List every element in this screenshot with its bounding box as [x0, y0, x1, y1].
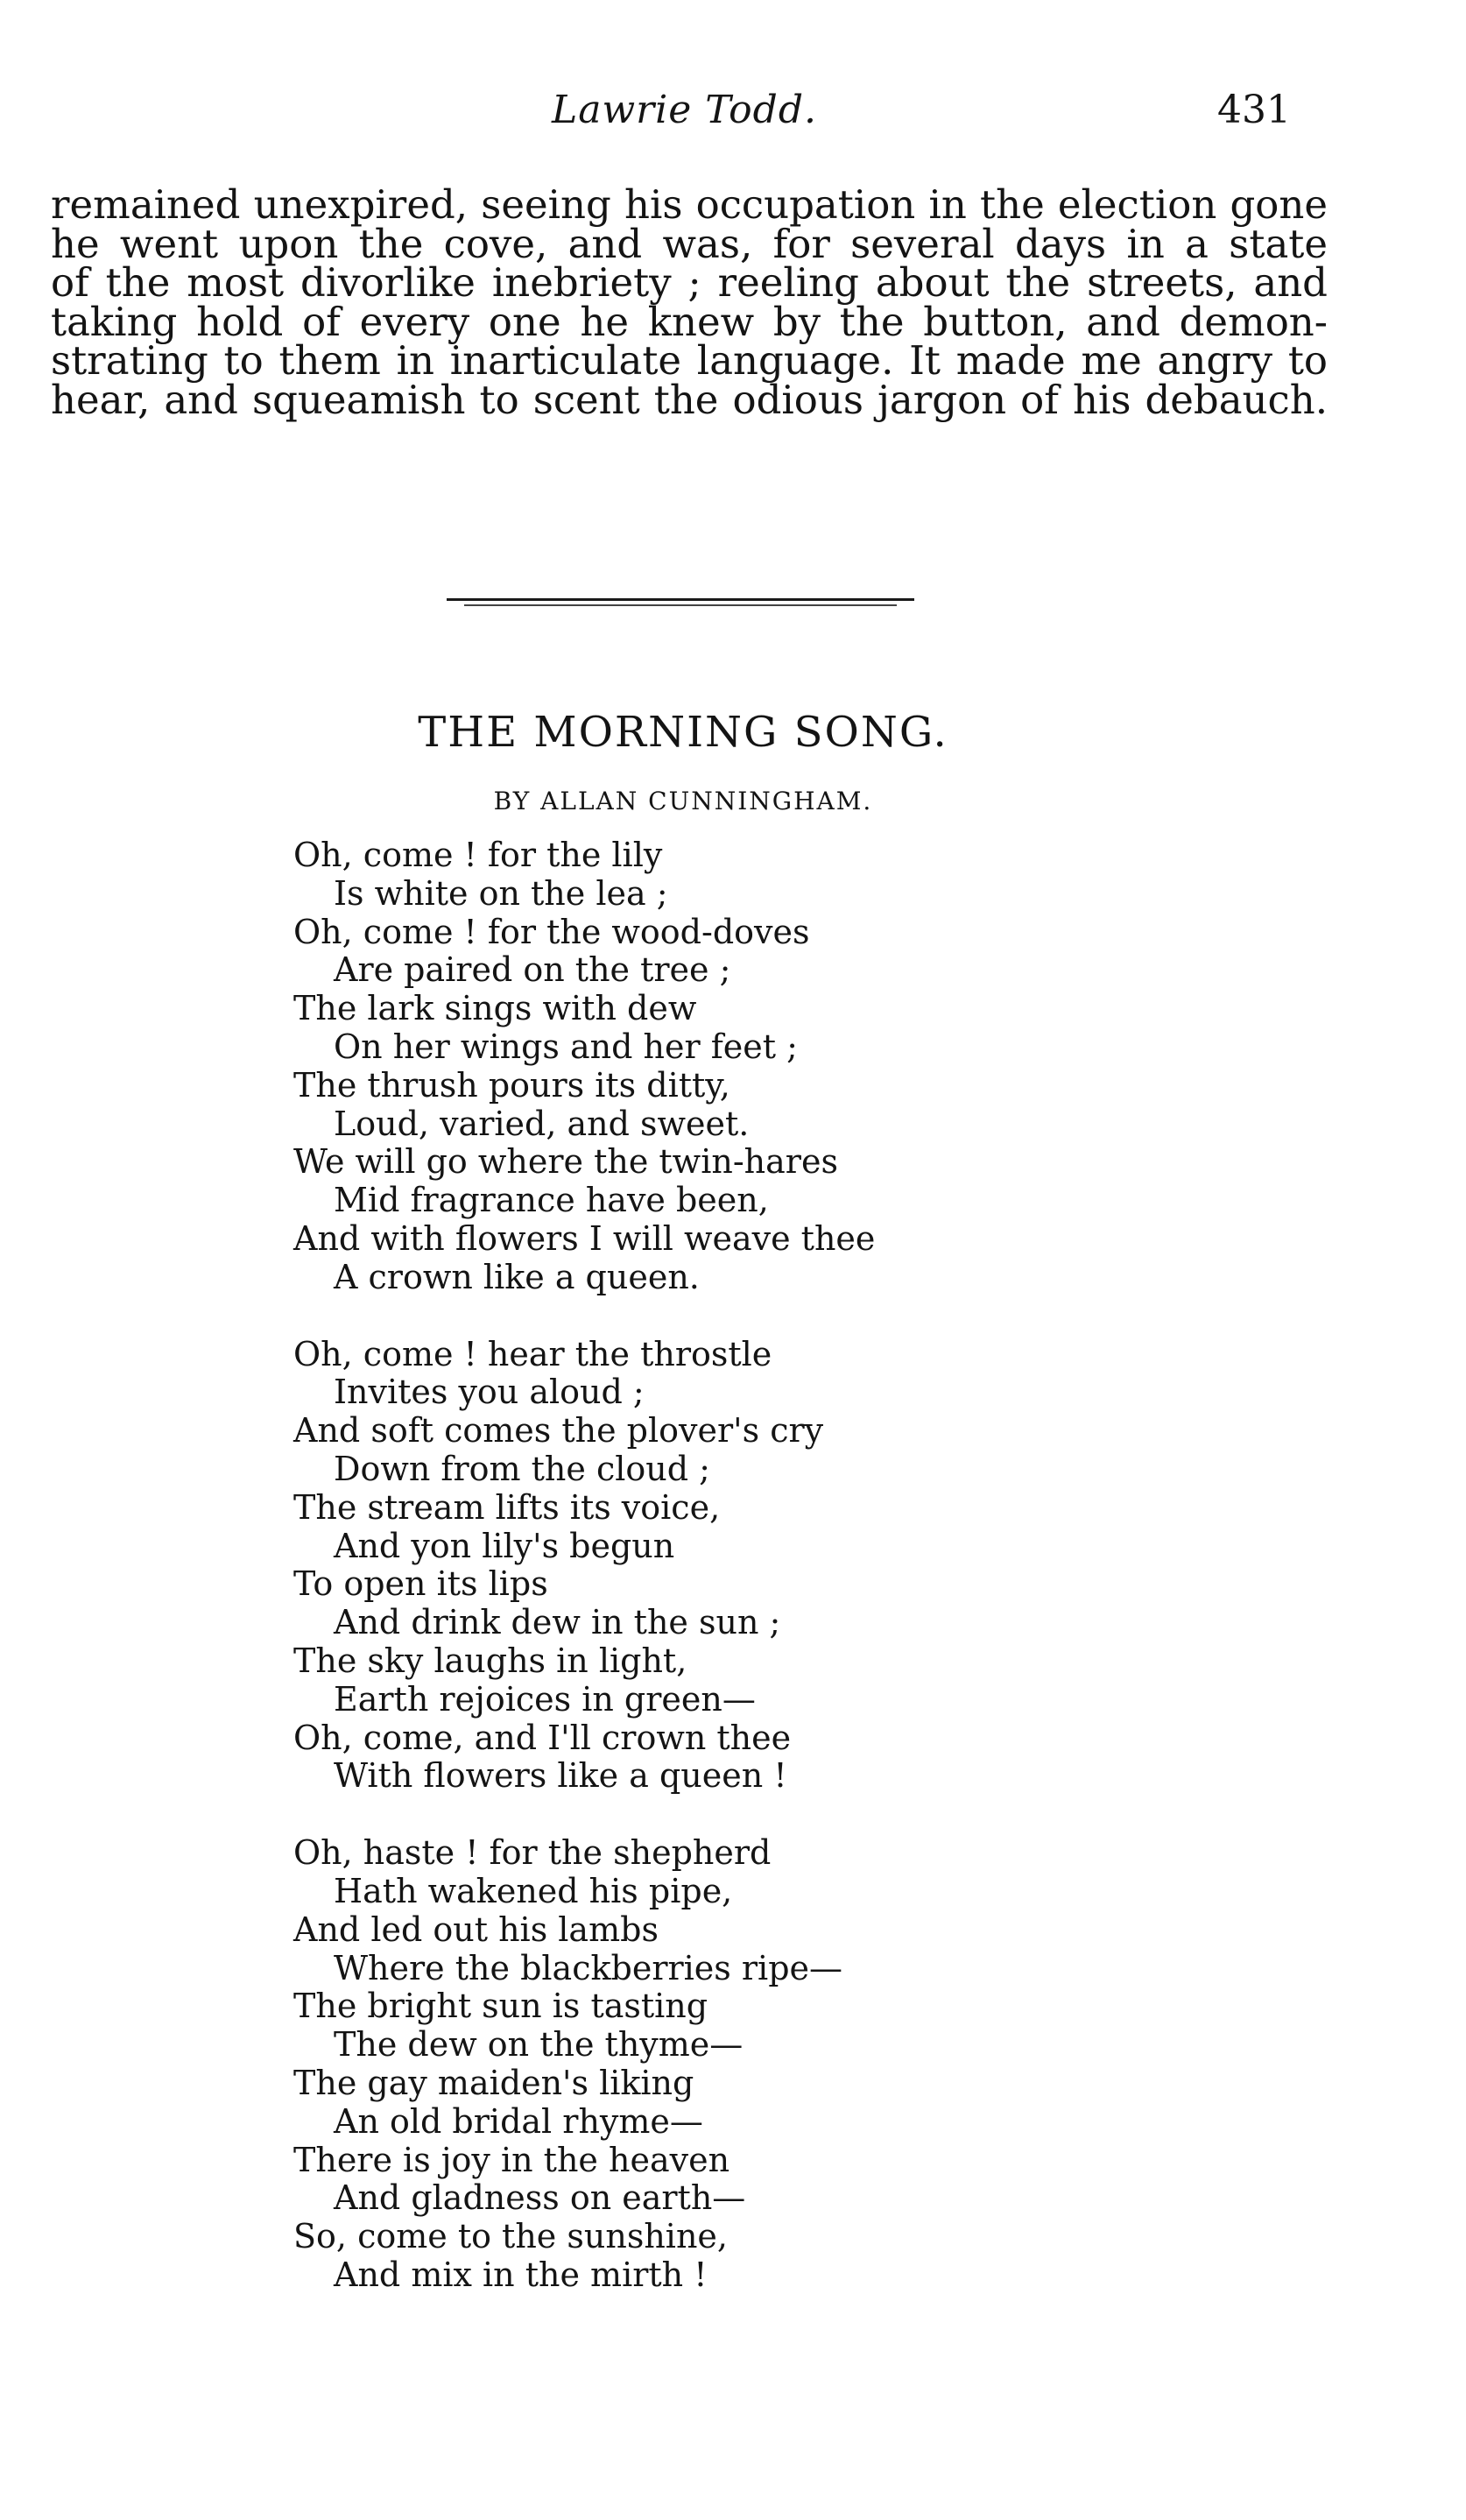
prose-line: he went upon the cove, and was, for several days in a state	[51, 220, 1328, 267]
poem-line: Earth rejoices in green—	[334, 1679, 756, 1719]
poem-line: Oh, come ! for the lily	[293, 836, 663, 874]
poem-line: So, come to the sunshine,	[293, 2217, 728, 2256]
poem-line: And gladness on earth—	[334, 2178, 746, 2218]
poem-line: Invites you aloud ;	[334, 1373, 645, 1412]
poem-line: The lark sings with dew	[293, 989, 697, 1028]
poem-line: Mid fragrance have been,	[334, 1181, 769, 1220]
poem-byline: BY ALLAN CUNNINGHAM.	[493, 787, 873, 815]
poem-line: Oh, come ! for the wood-doves	[293, 912, 810, 951]
poem-line: Is white on the lea ;	[334, 873, 668, 913]
poem-body	[293, 836, 1082, 2295]
prose-line: hear, and squeamish to scent the odious jargon of his debauch.	[51, 376, 1328, 423]
poem-line: An old bridal rhyme—	[334, 2101, 703, 2141]
poem-line: And yon lily's begun	[334, 1526, 675, 1565]
prose-line: taking hold of every one he knew by the button, and demon-	[51, 298, 1328, 345]
poem-line: The bright sun is tasting	[293, 1987, 708, 2026]
running-head	[0, 88, 1466, 140]
poem-line: The gay maiden's liking	[293, 2063, 694, 2102]
poem-line: Down from the cloud ;	[334, 1449, 710, 1488]
page-number: 431	[1217, 88, 1291, 132]
poem-line: On her wings and her feet ;	[334, 1027, 798, 1066]
poem-line: And drink dew in the sun ;	[334, 1603, 781, 1642]
poem-line: And soft comes the plover's cry	[293, 1411, 824, 1451]
section-divider	[447, 598, 914, 601]
poem-line: The sky laughs in light,	[293, 1641, 687, 1680]
section-divider-underline	[464, 604, 897, 606]
prose-line: strating to them in inarticulate language. It made me angry to	[51, 337, 1328, 384]
poem-line: Where the blackberries ripe—	[334, 1948, 843, 1987]
poem-line: The dew on the thyme—	[334, 2025, 744, 2065]
poem-line: And mix in the mirth !	[334, 2255, 708, 2294]
running-title: Lawrie Todd.	[552, 88, 817, 132]
poem-line: To open its lips	[293, 1564, 548, 1604]
prose-line: of the most divorlike inebriety ; reeling about the streets, and	[51, 259, 1328, 306]
poem-line: And led out his lambs	[293, 1909, 659, 1949]
poem-title: THE MORNING SONG.	[418, 708, 948, 757]
prose-paragraph	[51, 181, 1328, 423]
poem-line: With flowers like a queen !	[334, 1756, 787, 1796]
poem-line: Are paired on the tree ;	[334, 950, 731, 990]
poem-line: Oh, come ! hear the throstle	[293, 1334, 772, 1373]
poem-line: And with flowers I will weave thee	[293, 1218, 876, 1258]
poem-line: Oh, haste ! for the shepherd	[293, 1833, 772, 1873]
poem-line: Loud, varied, and sweet.	[334, 1104, 750, 1143]
poem-line: The thrush pours its ditty,	[293, 1065, 730, 1105]
poem-line: The stream lifts its voice,	[293, 1487, 721, 1527]
poem-stanza	[293, 1834, 1082, 2295]
prose-line: remained unexpired, seeing his occupation in the election gone	[51, 181, 1328, 228]
poem-line: We will go where the twin-hares	[293, 1142, 838, 1182]
poem-line: Oh, come, and I'll crown thee	[293, 1718, 792, 1757]
poem-line: Hath wakened his pipe,	[334, 1871, 733, 1910]
poem-line: There is joy in the heaven	[293, 2140, 730, 2179]
poem-stanza	[293, 1336, 1082, 1796]
poem-stanza	[293, 836, 1082, 1297]
poem-line: A crown like a queen.	[334, 1257, 700, 1296]
